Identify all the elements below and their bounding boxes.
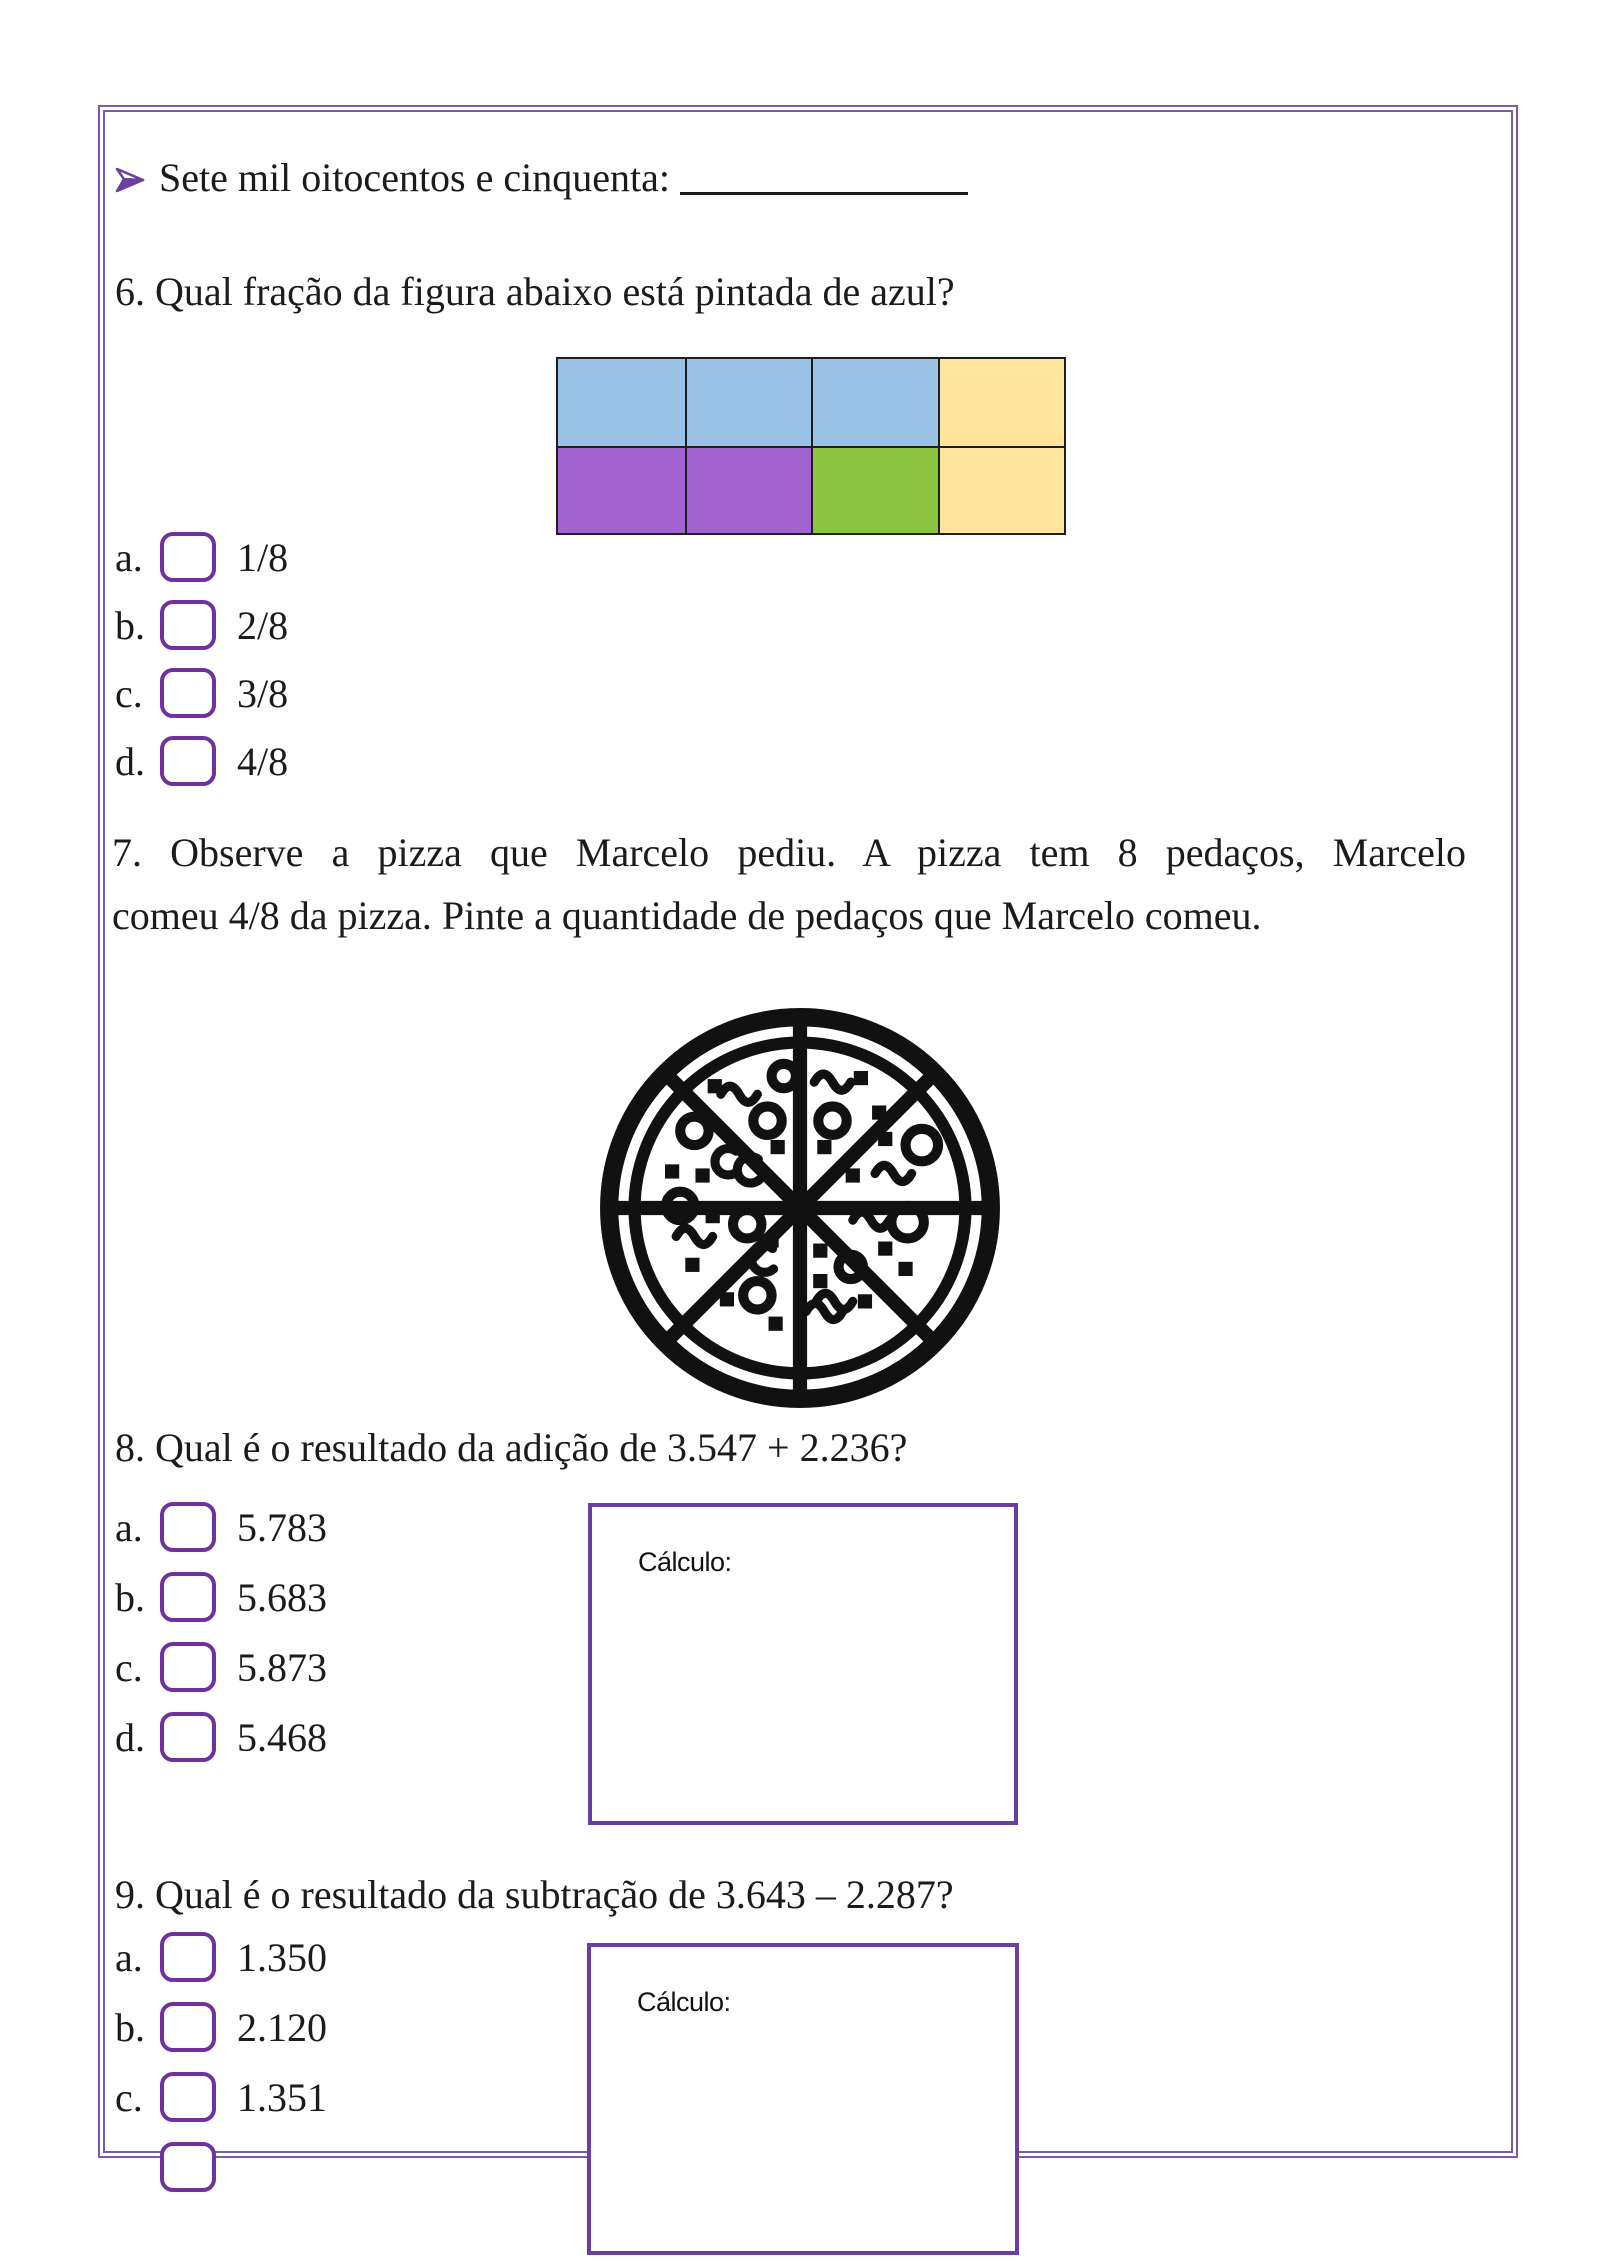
option-row bbox=[115, 1712, 327, 1762]
option-row bbox=[115, 2072, 327, 2122]
option-letter: b. bbox=[115, 602, 145, 648]
option-value: 5.468 bbox=[237, 1714, 327, 1760]
option-value: 5.873 bbox=[237, 1644, 327, 1690]
fraction-cell bbox=[685, 359, 812, 446]
fraction-cell bbox=[938, 359, 1065, 446]
fraction-cell bbox=[811, 359, 938, 446]
option-row bbox=[115, 2002, 327, 2052]
option-value: 1.351 bbox=[237, 2074, 327, 2120]
pizza-icon[interactable] bbox=[597, 1005, 1003, 1411]
fraction-cell bbox=[938, 446, 1065, 533]
calc-box-q8[interactable] bbox=[588, 1503, 1018, 1825]
calc-label-q8: Cálculo: bbox=[638, 1547, 732, 1577]
fraction-cell bbox=[811, 446, 938, 533]
option-row bbox=[115, 736, 288, 786]
option-letter: d. bbox=[115, 1714, 145, 1760]
fraction-cell bbox=[558, 359, 685, 446]
q7-text-line2: comeu 4/8 da pizza. Pinte a quantidade de pedaços que Marcelo comeu. bbox=[112, 893, 1262, 938]
option-checkbox[interactable] bbox=[160, 532, 216, 582]
option-letter: b. bbox=[115, 2004, 145, 2050]
option-checkbox[interactable] bbox=[160, 1712, 216, 1762]
option-checkbox[interactable] bbox=[160, 2002, 216, 2052]
fraction-grid bbox=[556, 357, 1066, 535]
option-row bbox=[115, 668, 288, 718]
arrowhead-bullet-icon bbox=[115, 167, 145, 193]
option-value: 5.783 bbox=[237, 1504, 327, 1550]
q9-options bbox=[115, 1932, 327, 2212]
option-letter: b. bbox=[115, 1574, 145, 1620]
option-letter: c. bbox=[115, 2074, 143, 2120]
option-letter: c. bbox=[115, 1644, 143, 1690]
option-checkbox[interactable] bbox=[160, 1572, 216, 1622]
option-row bbox=[115, 2142, 327, 2192]
option-row bbox=[115, 1642, 327, 1692]
q6-options bbox=[115, 532, 288, 804]
option-checkbox[interactable] bbox=[160, 600, 216, 650]
option-checkbox[interactable] bbox=[160, 2072, 216, 2122]
option-value: 2.120 bbox=[237, 2004, 327, 2050]
option-letter: a. bbox=[115, 534, 143, 580]
intro-text: Sete mil oitocentos e cinquenta: bbox=[159, 155, 670, 200]
option-letter: d. bbox=[115, 738, 145, 784]
option-row bbox=[115, 532, 288, 582]
q8-options bbox=[115, 1502, 327, 1782]
option-letter: c. bbox=[115, 670, 143, 716]
option-row bbox=[115, 1932, 327, 1982]
q7-text-line1: 7. Observe a pizza que Marcelo pediu. A pizza tem 8 pedaços, Marcelo bbox=[112, 830, 1466, 875]
option-checkbox[interactable] bbox=[160, 736, 216, 786]
intro-line bbox=[115, 148, 968, 201]
option-row bbox=[115, 1502, 327, 1552]
option-letter: a. bbox=[115, 1504, 143, 1550]
option-value: 4/8 bbox=[237, 738, 289, 784]
calc-label-q9: Cálculo: bbox=[637, 1987, 731, 2017]
option-row bbox=[115, 1572, 327, 1622]
option-value: 1/8 bbox=[237, 534, 289, 580]
option-checkbox[interactable] bbox=[160, 1502, 216, 1552]
option-letter: a. bbox=[115, 1934, 143, 1980]
option-value: 5.683 bbox=[237, 1574, 327, 1620]
fraction-cell bbox=[685, 446, 812, 533]
option-checkbox[interactable] bbox=[160, 1642, 216, 1692]
q8-title: 8. Qual é o resultado da adição de 3.547 + 2.236? bbox=[115, 1425, 908, 1470]
fraction-cell bbox=[558, 446, 685, 533]
option-checkbox[interactable] bbox=[160, 2142, 216, 2192]
q9-title: 9. Qual é o resultado da subtração de 3.643 – 2.287? bbox=[115, 1872, 954, 1917]
option-checkbox[interactable] bbox=[160, 668, 216, 718]
option-row bbox=[115, 600, 288, 650]
answer-blank[interactable] bbox=[680, 152, 968, 195]
option-value: 3/8 bbox=[237, 670, 289, 716]
calc-box-q9[interactable] bbox=[587, 1943, 1019, 2255]
option-checkbox[interactable] bbox=[160, 1932, 216, 1982]
option-value: 1.350 bbox=[237, 1934, 327, 1980]
option-value: 2/8 bbox=[237, 602, 289, 648]
q6-title: 6. Qual fração da figura abaixo está pintada de azul? bbox=[115, 269, 955, 314]
